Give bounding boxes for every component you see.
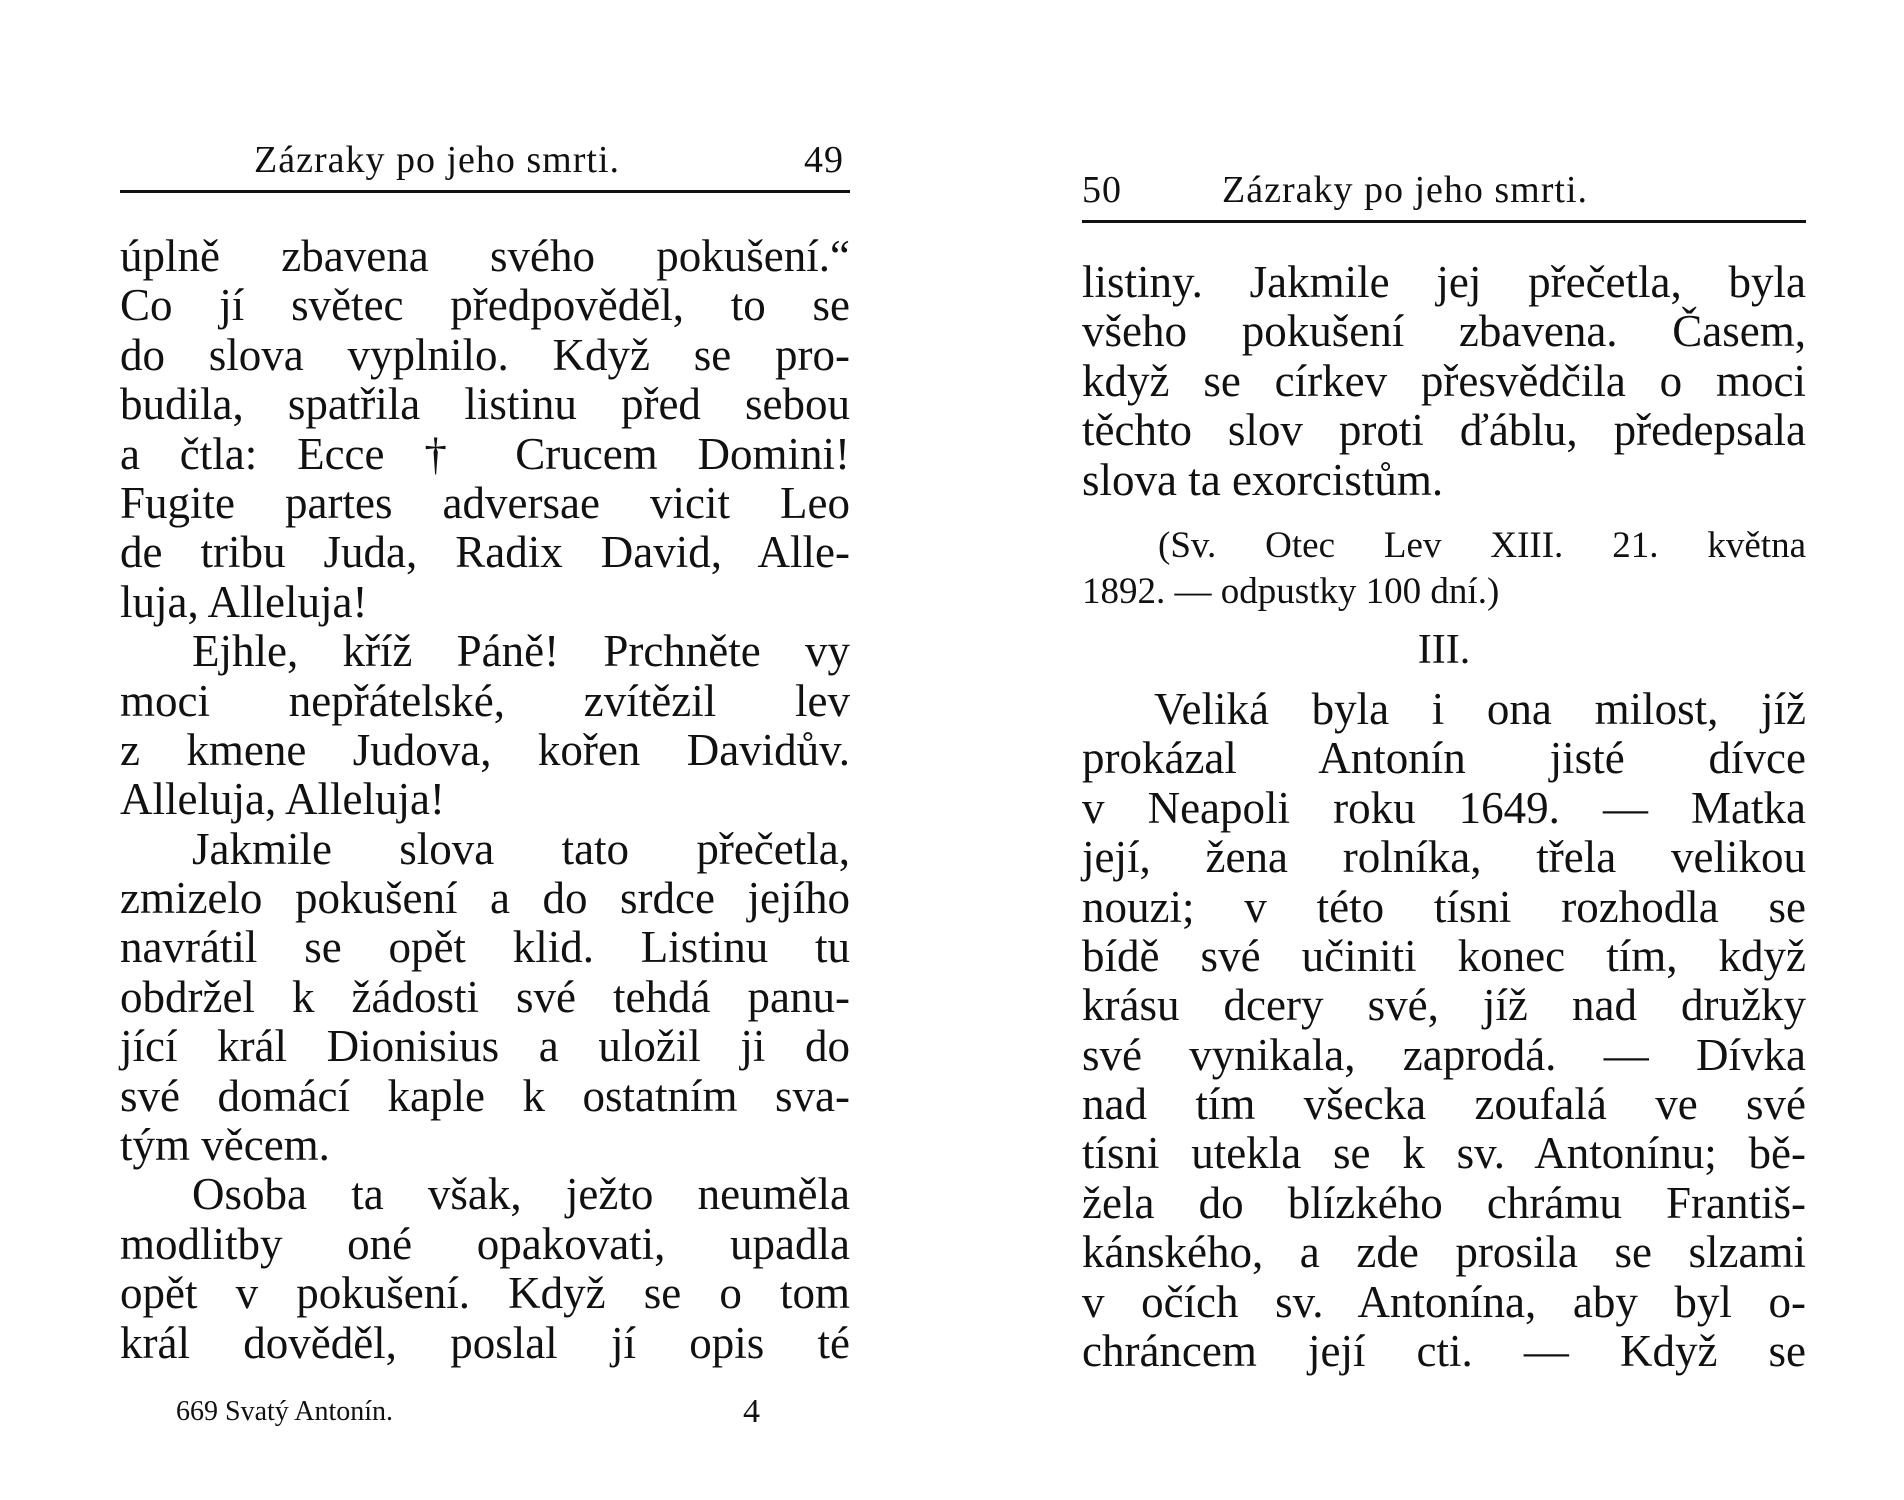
text-line: opět v pokušení. Když se o tom (120, 1268, 850, 1319)
left-footer (176, 1392, 760, 1432)
right-running-head (1082, 160, 1806, 223)
text-line: moci nepřátelské, zvítězil lev (120, 675, 850, 726)
text-line: své domácí kaple k ostatním sva- (120, 1070, 850, 1121)
left-page (120, 0, 850, 1500)
text-line: obdržel k žádosti své tehdá panu- (120, 971, 850, 1022)
text-line: Fugite partes adversae vicit Leo (120, 477, 850, 528)
section-heading: III. (1417, 626, 1471, 673)
note-line: 1892. — odpustky 100 dní.) (1082, 570, 1500, 612)
text-line: úplně zbavena svého pokušení.“ (120, 231, 850, 281)
text-line: všeho pokušení zbavena. Časem, (1082, 306, 1806, 357)
text-line: z kmene Judova, kořen Davidův. (120, 724, 850, 775)
text-line: chráncem její cti. — Když se (1082, 1326, 1806, 1377)
text-line: de tribu Juda, Radix David, Alle- (120, 527, 850, 578)
text-line: zmizelo pokušení a do srdce jejího (120, 873, 850, 924)
text-line: navrátil se opět klid. Listinu tu (120, 922, 850, 973)
text-line: Alleluja, Alleluja! (120, 774, 445, 825)
text-line: její, žena rolníka, třela velikou (1082, 832, 1806, 883)
footer-signature-number: 4 (743, 1393, 760, 1430)
text-line: bídě své učiniti konec tím, když (1082, 930, 1806, 981)
text-line: Veliká byla i ona milost, jíž (1154, 683, 1806, 734)
left-body-text (120, 232, 850, 1368)
left-page-number: 49 (804, 139, 844, 181)
text-line: jící král Dionisius a uložil ji do (120, 1021, 850, 1072)
footer-signature: 669 Svatý Antonín. (176, 1396, 394, 1427)
right-body-text (1082, 258, 1806, 1376)
left-header-title: Zázraky po jeho smrti. (254, 139, 621, 181)
text-line: když se církev přesvědčila o moci (1082, 355, 1806, 406)
right-page-number: 50 (1082, 169, 1122, 211)
text-line: slova ta exorcistům. (1082, 454, 1444, 505)
note-line: (Sv. Otec Lev XIII. 21. května (1158, 524, 1806, 566)
text-line: nad tím všecka zoufalá ve své (1082, 1079, 1806, 1130)
text-line: král dověděl, poslal jí opis té (120, 1317, 850, 1368)
left-running-head (120, 130, 850, 193)
text-line: Osoba ta však, ježto neuměla (192, 1169, 850, 1220)
text-line: své vynikala, zaprodá. — Dívka (1082, 1029, 1806, 1080)
text-line: listiny. Jakmile jej přečetla, byla (1082, 257, 1806, 307)
text-line: v Neapoli roku 1649. — Matka (1082, 782, 1806, 833)
text-line: kánského, a zde prosila se slzami (1082, 1227, 1806, 1278)
text-line: krásu dcery své, jíž nad družky (1082, 980, 1806, 1031)
text-line: Jakmile slova tato přečetla, (192, 823, 850, 874)
text-line: do slova vyplnilo. Když se pro- (120, 329, 850, 380)
right-page (1082, 0, 1806, 1500)
text-line: luja, Alleluja! (120, 576, 368, 627)
text-line: Ejhle, kříž Páně! Prchněte vy (192, 626, 850, 677)
text-line: tísni utekla se k sv. Antonínu; bě- (1082, 1128, 1806, 1179)
text-line: prokázal Antonín jisté dívce (1082, 733, 1806, 784)
text-line: nouzi; v této tísni rozhodla se (1082, 881, 1806, 932)
text-line: Co jí světec předpověděl, to se (120, 280, 850, 331)
text-line: v očích sv. Antonína, aby byl o- (1082, 1276, 1806, 1327)
text-line: a čtla: Ecce † Crucem Domini! (120, 428, 850, 479)
text-line: modlitby oné opakovati, upadla (120, 1218, 850, 1269)
right-header-title: Zázraky po jeho smrti. (1222, 169, 1589, 211)
text-line: budila, spatřila listinu před sebou (120, 379, 850, 430)
text-line: těchto slov proti ďáblu, předepsala (1082, 405, 1806, 456)
text-line: tým věcem. (120, 1120, 330, 1171)
text-line: žela do blízkého chrámu Františ- (1082, 1177, 1806, 1228)
